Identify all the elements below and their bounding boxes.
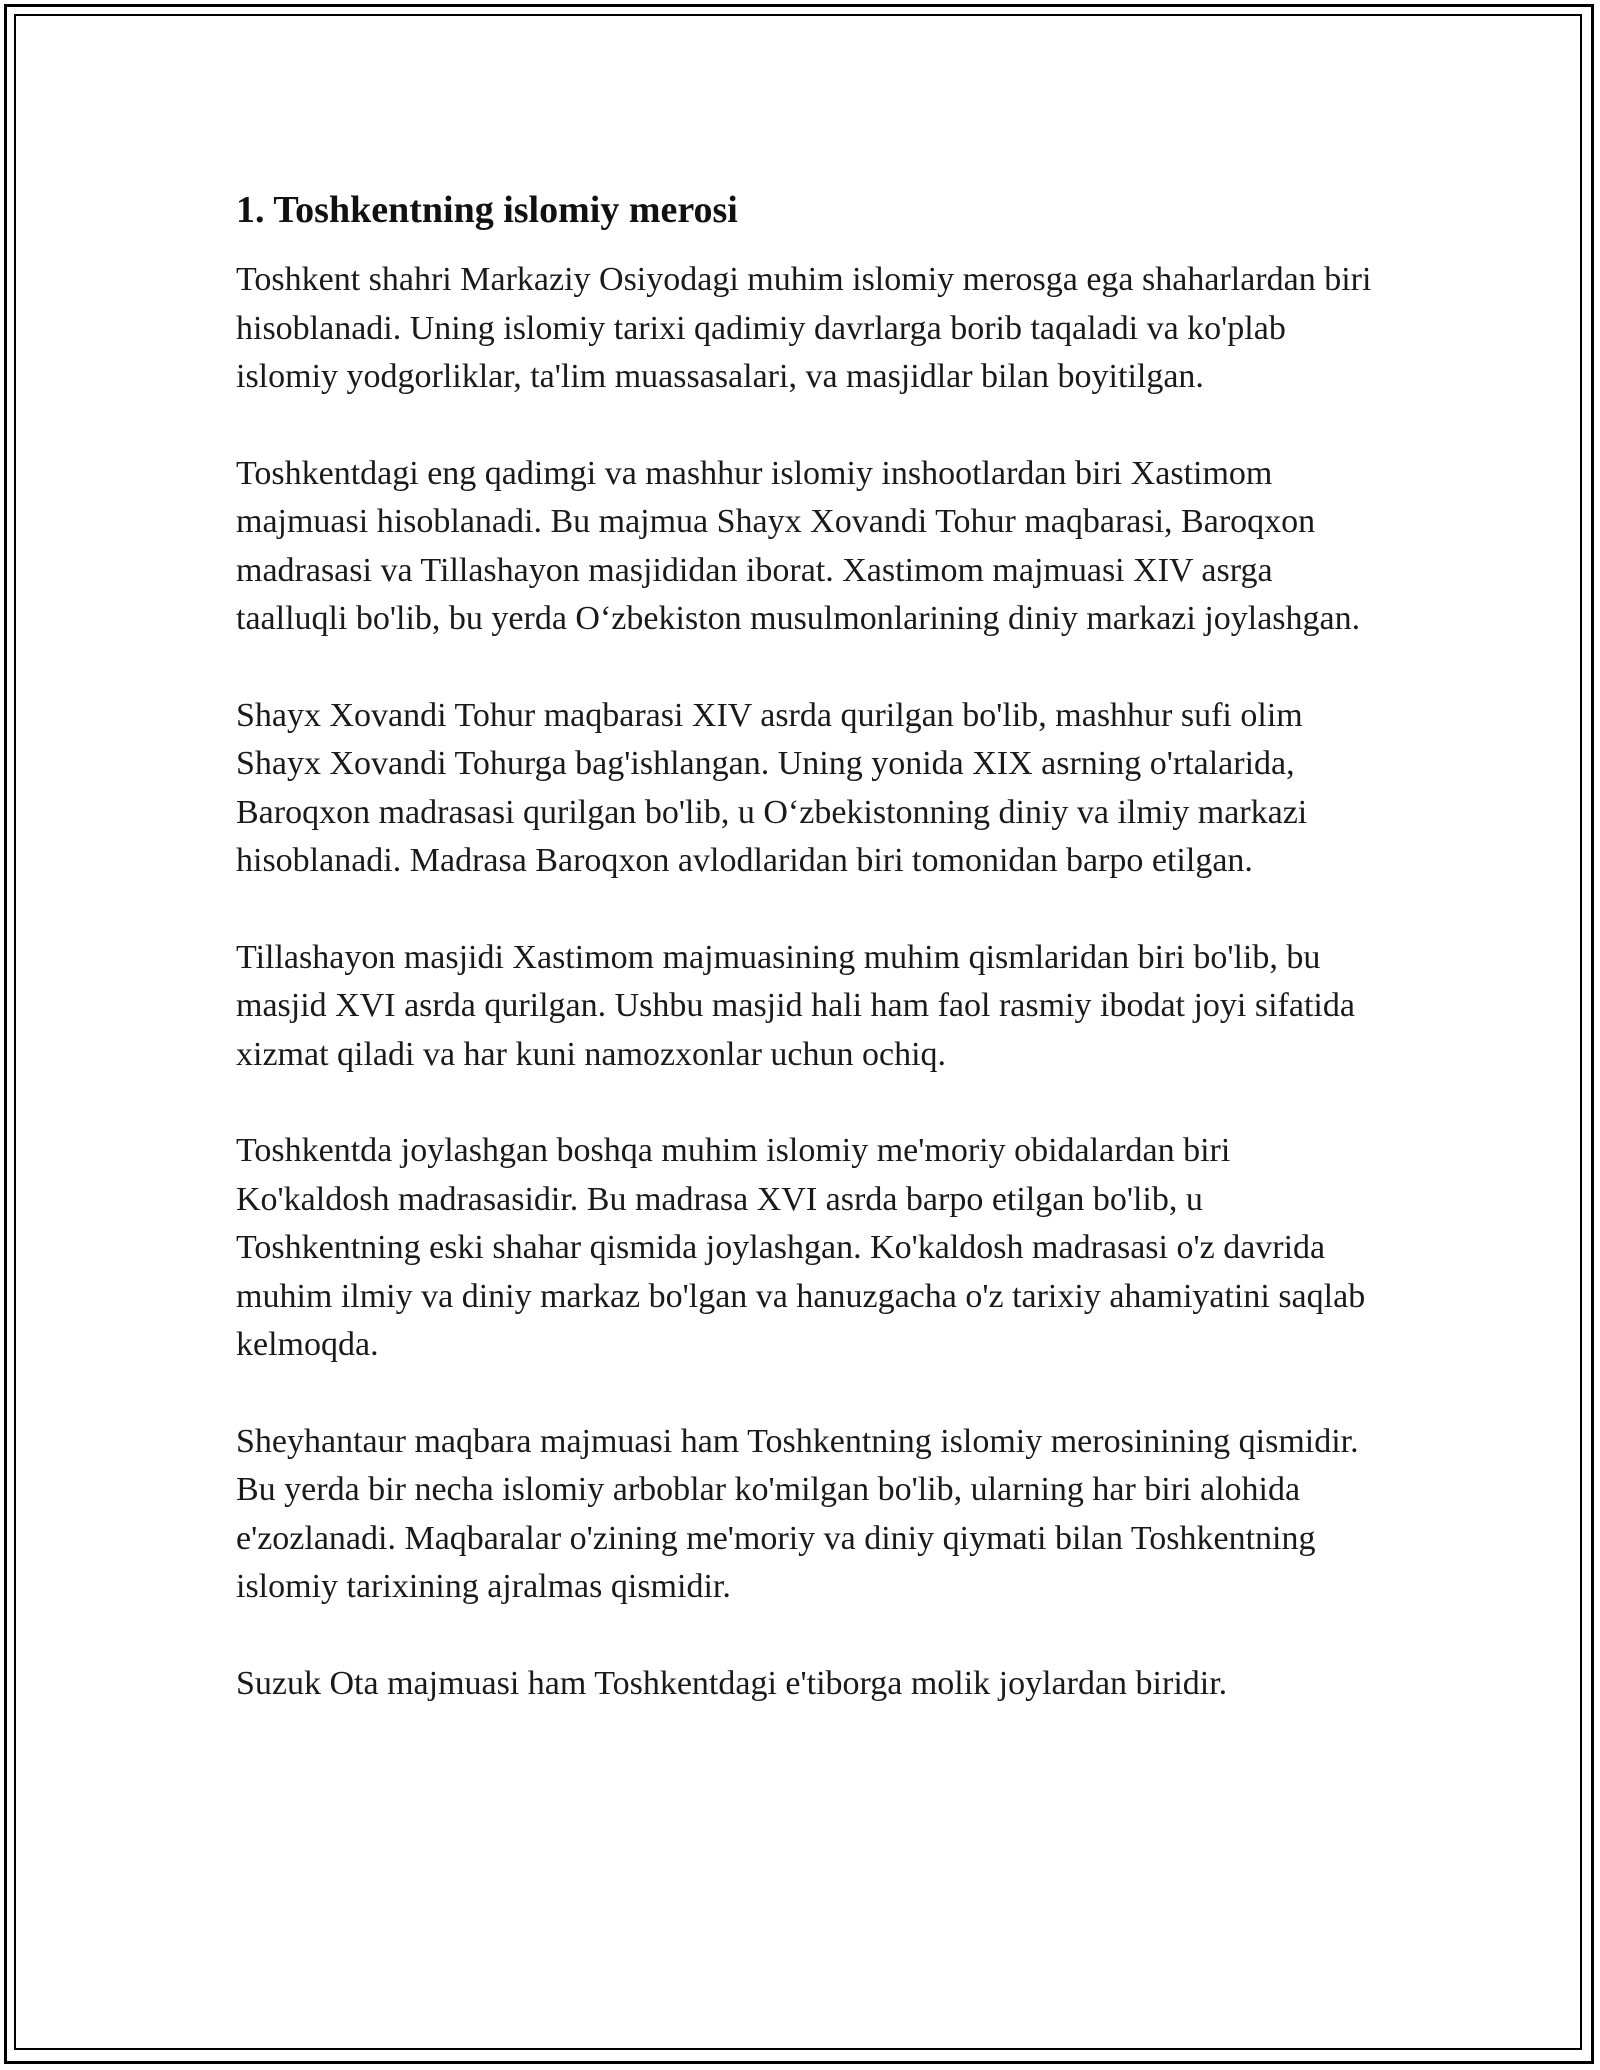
section-heading: 1. Toshkentning islomiy merosi [236, 189, 738, 231]
paragraph-5: Toshkentda joylashgan boshqa muhim islomiy me'moriy obidalardan biri Ko'kaldosh madrasasidir. Bu madrasa XVI asrda barpo etilgan bo'lib, u Toshkentning eski shahar qismida joylashgan. Ko'kaldosh madrasasi o'z davrida muhim ilmiy va diniy markaz bo'lgan va hanuzgacha o'z tarixiy ahamiyatini saqlab kelmoqda. [236, 1132, 1366, 1363]
paragraph-2: Toshkentdagi eng qadimgi va mashhur islomiy inshootlardan biri Xastimom majmuasi hisoblanadi. Bu majmua Shayx Xovandi Tohur maqbarasi, Baroqxon madrasasi va Tillashayon masjididan iborat. Xastimom majmuasi XIV asrga taalluqli bo'lib, bu yerda O‘zbekiston musulmonlarining diniy markazi joylashgan. [236, 454, 1361, 637]
paragraph-6: Sheyhantaur maqbara majmuasi ham Toshkentning islomiy merosinining qismidir. Bu yerda bir necha islomiy arboblar ko'milgan bo'lib, ularning har biri alohida e'zozlanadi. Maqbaralar o'zining me'moriy va diniy qiymati bilan Toshkentning islomiy tarixining ajralmas qismidir. [236, 1422, 1359, 1605]
paragraph-7: Suzuk Ota majmuasi ham Toshkentdagi e'tiborga molik joylardan biridir. [236, 1664, 1228, 1702]
paragraph-4: Tillashayon masjidi Xastimom majmuasining muhim qismlaridan biri bo'lib, bu masjid XVI asrda qurilgan. Ushbu masjid hali ham faol rasmiy ibodat joyi sifatida xizmat qiladi va har kuni namozxonlar uchun ochiq. [236, 938, 1355, 1073]
paragraph-1: Toshkent shahri Markaziy Osiyodagi muhim islomiy merosga ega shaharlardan biri hisoblanadi. Uning islomiy tarixi qadimiy davrlarga borib taqaladi va ko'plab islomiy yodgorliklar, ta'lim muassasalari, va masjidlar bilan boyitilgan. [236, 261, 1372, 395]
document-body [236, 186, 1376, 1756]
paragraph-3: Shayx Xovandi Tohur maqbarasi XIV asrda qurilgan bo'lib, mashhur sufi olim Shayx Xovandi Tohurga bag'ishlangan. Uning yonida XIX asrning o'rtalarida, Baroqxon madrasasi qurilgan bo'lib, u O‘zbekistonning diniy va ilmiy markazi hisoblanadi. Madrasa Baroqxon avlodlaridan biri tomonidan barpo etilgan. [236, 696, 1308, 879]
